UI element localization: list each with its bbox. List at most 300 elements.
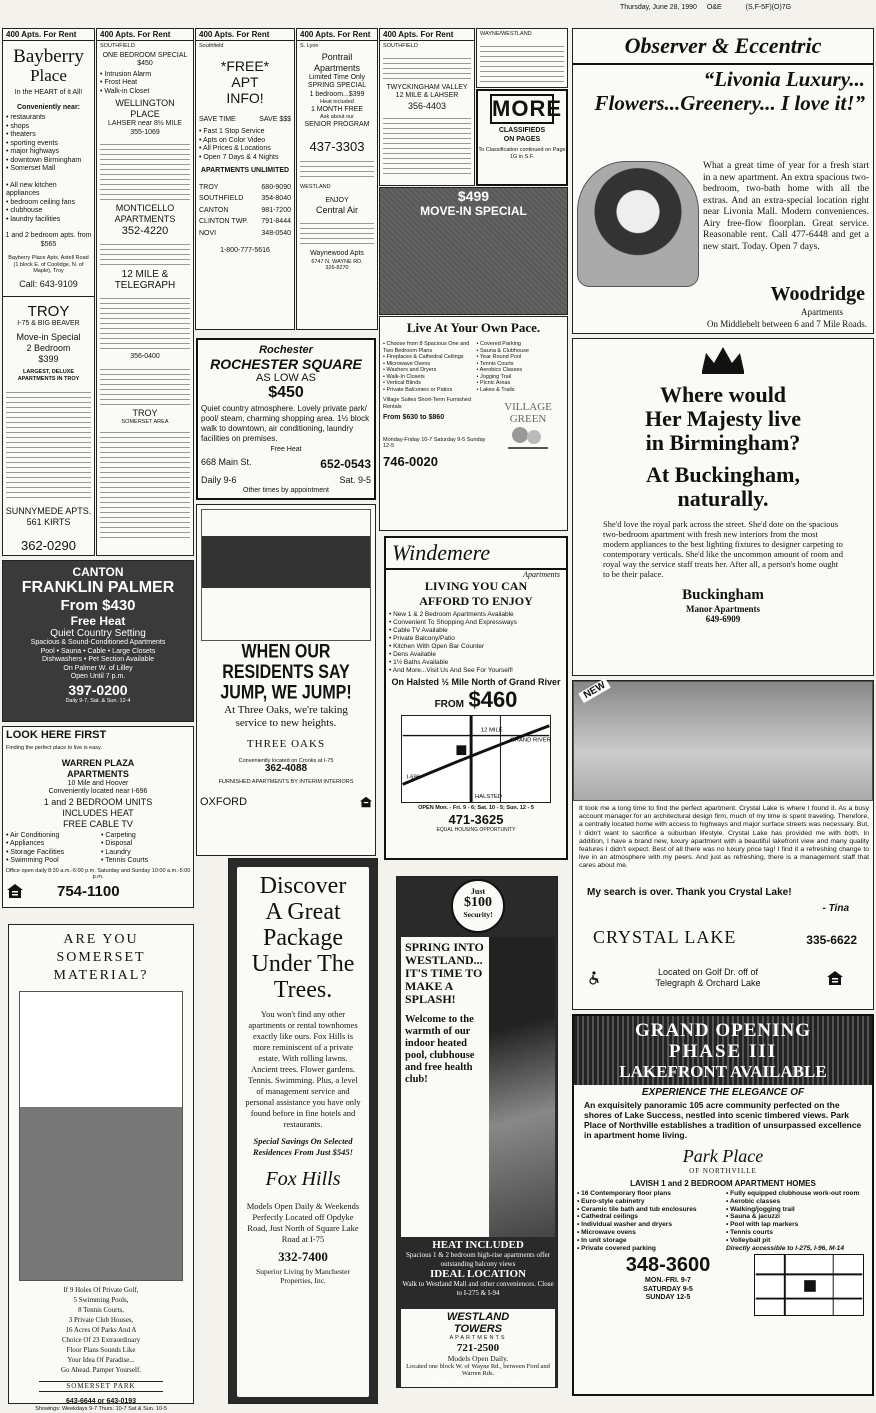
park-logo-sub: OF NORTHVILLE xyxy=(689,1167,757,1175)
warren-loc1: 10 Mile and Hoover xyxy=(67,779,129,787)
free-line-2: APT xyxy=(231,73,259,90)
westland-logo-3: APARTMENTS xyxy=(449,1335,507,1341)
column-header: 400 Apts. For Rent xyxy=(97,29,193,41)
col3-loc: Southfield xyxy=(199,43,224,49)
warren-loc2: Conveniently located near I-696 xyxy=(48,788,148,795)
list-item: • Jogging Trail xyxy=(477,374,565,381)
fox-h4: Under The xyxy=(251,951,355,977)
fine-print-lines xyxy=(6,388,91,498)
equal-housing-icon xyxy=(7,884,23,898)
rochester-daily: Daily 9-6 xyxy=(201,474,237,485)
warren-name: WARREN PLAZA xyxy=(61,757,135,768)
telegraph-name-2: TELEGRAPH xyxy=(114,280,176,291)
location-marker xyxy=(456,745,466,755)
list-item: • 1½ Baths Available xyxy=(389,659,563,667)
save-money: SAVE $$$ xyxy=(259,115,291,123)
park-logo: Park Place xyxy=(682,1146,764,1166)
list-item: • Air Conditioning xyxy=(6,832,95,841)
rochester-row2 xyxy=(198,473,374,487)
warren-find: Finding the perfect place to live is easy. xyxy=(6,745,102,751)
fine-print-lines xyxy=(100,140,190,200)
col4-loc: S. Lyon xyxy=(300,43,319,49)
crystal-location xyxy=(613,967,803,989)
list-item: • Laundry xyxy=(101,849,190,858)
village-lists xyxy=(380,339,567,395)
pontrail-onebed: 1 bedroom...$399 xyxy=(309,90,365,98)
fox-phone: 332-7400 xyxy=(278,1249,328,1264)
list-item: • Private covered parking xyxy=(577,1245,720,1253)
list-item: • Choose from 8 Spacious One and Two Bedroom Plans xyxy=(383,341,471,354)
westland-body: Welcome to the warmth of our indoor heated pool, clubhouse and free health club! xyxy=(405,1014,475,1085)
windemere-list xyxy=(386,609,566,677)
village-studios: Village Suites Short-Term Furnished Rentals xyxy=(383,397,471,410)
wellington-phone: 355-1069 xyxy=(130,128,160,136)
col5-listings xyxy=(379,28,475,186)
security-badge xyxy=(451,879,505,933)
fine-print-lines xyxy=(383,54,471,82)
fox-h5: Trees. xyxy=(273,977,333,1003)
windemere-price-row xyxy=(386,687,566,713)
list-item: Choice Of 23 Extraordinary xyxy=(61,1336,141,1344)
monticello-name: MONTICELLO xyxy=(115,203,175,213)
park-hours-3: SUNDAY 12-5 xyxy=(645,1294,691,1302)
list-item: • theaters xyxy=(6,131,91,140)
rochester-other: Other times by appointment xyxy=(243,486,329,494)
park-access: Directly accessible to I-275, I-96, M-14 xyxy=(726,1244,845,1252)
three-oaks-phone: 362-4088 xyxy=(264,762,308,774)
crystal-body: It took me a long time to find the perfect apartment. Crystal Lake is where I found it. As a busy account manager for an architectural design firm, much of my time is spent traveling. Therefore, a centrally located home with access to highways and major surface streets was necessary. But, I didn't want to sacrifice a suburban lifestyle. Crystal Lake has provided me with both. In addition, I have a brand new, luxury apartment with a beautiful lakefront view and many quality features I didn't expect. Best of all there was no luxury price tag! I find it a refreshing change to live in an atmosphere with my peers. And just as refreshing, there is a management staff that cares about me. xyxy=(579,805,869,870)
list-item: • Washers and Dryers xyxy=(383,367,471,374)
fox-h1: Discover xyxy=(259,873,347,899)
pontrail-phone: 437-3303 xyxy=(309,139,365,154)
map-road-label: HALSTED xyxy=(475,794,503,801)
westland-logo-2: TOWERS xyxy=(453,1323,503,1335)
westland-heat-sub: Spacious 1 & 2 bedroom high-rise apartments offer outstanding balcony views xyxy=(406,1251,550,1268)
list-item: • Convenient To Shopping And Expressways xyxy=(389,619,563,627)
continued-note: To Classification continued on Page 1G in S.F. xyxy=(478,147,566,160)
park-place-ad xyxy=(572,1014,874,1396)
three-oaks-ad xyxy=(196,504,376,856)
park-g3: LAKEFRONT AVAILABLE xyxy=(619,1062,827,1081)
warren-plaza-ad xyxy=(2,726,194,908)
westland-towers-ad xyxy=(396,876,558,1388)
office-phone: 354-8040 xyxy=(261,195,291,202)
park-bottom xyxy=(574,1254,872,1316)
list-item: • Ceramic tile bath and tub enclosures xyxy=(577,1206,720,1214)
fine-print-lines xyxy=(100,428,190,538)
windemere-phone: 471-3625 xyxy=(448,811,504,827)
list-item: • Private Balconies or Patios xyxy=(383,387,471,394)
list-item: • Sauna & jacuzzi xyxy=(726,1213,869,1221)
fox-body: You won't find any other apartments or rental townhomes exactly like ours. Fox Hills is more reminiscent of a private estate. With rolling lawns. Ancient trees. Flower gardens. Tennis. Swimming. Plus, a level of management service and personal assistance you have only found before in fine hotels and restaurants. xyxy=(245,1009,361,1129)
village-title: Live At Your Own Pace. xyxy=(406,320,541,335)
buckingham-sub: Manor Apartments xyxy=(685,604,761,614)
warren-features xyxy=(3,830,193,868)
list-item: 16 Acres Of Parks And A xyxy=(65,1326,137,1334)
warren-heat: INCLUDES HEAT xyxy=(62,807,134,818)
waynewood-enjoy: ENJOY xyxy=(325,196,349,204)
waynewood-phone: 326-8270 xyxy=(325,265,349,271)
list-item: • Fully equipped clubhouse work-out room xyxy=(726,1190,869,1198)
woodridge-body: What a great time of year for a fresh start in a new apartment. An extra spacious two-bedroom, two-bath home with all the extras. And an extra-special location right near Livonia Mall. Modern conveniences. Airy free-flow floorplan. Great service. Reasonable rent. Call 477-6448 and get a new start. Today. Open 7 days. xyxy=(703,161,869,252)
wellington-place: PLACE xyxy=(130,109,160,119)
col2-listings xyxy=(96,28,194,556)
list-item: • Aerobics Classes xyxy=(477,367,565,374)
oxford-logo: OXFORD xyxy=(200,795,248,808)
fox-h3: Package xyxy=(263,925,343,951)
list-item: • Open 7 Days & 4 Nights xyxy=(199,154,291,163)
troy-location: I-75 & BIG BEAVER xyxy=(17,319,80,327)
canton-hours: Daily 9-7, Sat. & Sun. 12-4 xyxy=(65,697,131,704)
crystal-loc-1: Located on Golf Dr. off of xyxy=(658,967,758,977)
pontrail-name: Pontrail xyxy=(321,51,353,62)
buckingham-phone: 649-6909 xyxy=(705,614,741,624)
somerset-logo: SOMERSET PARK xyxy=(39,1381,163,1392)
list-item: • Sauna & Clubhouse xyxy=(477,348,565,355)
col2-special-price: $450 xyxy=(137,60,153,67)
windemere-eho: EQUAL HOUSING OPPORTUNITY xyxy=(436,826,516,833)
troy-price: $399 xyxy=(38,354,59,364)
office-phone: 791-8444 xyxy=(261,218,291,225)
bayberry-title-2: Place xyxy=(30,66,67,85)
bayberry-tagline: In the HEART of it All! xyxy=(14,89,83,96)
crystal-loc-2: Telegraph & Orchard Lake xyxy=(655,978,761,988)
park-g2: PHASE III xyxy=(668,1041,778,1062)
list-item: 5 Swimming Pools, xyxy=(73,1296,129,1304)
list-item: • clubhouse xyxy=(6,207,91,216)
list-item: • Cathedral ceilings xyxy=(577,1213,720,1221)
village-bottom xyxy=(380,395,567,471)
classifieds-label: CLASSIFIEDS xyxy=(498,127,546,134)
rochester-price: $450 xyxy=(268,384,304,401)
save-row xyxy=(196,114,294,127)
warren-office: Office open daily 8:30 a.m.-6:00 p.m. Saturday and Sunday 10:00 a.m.-5:00 p.m. xyxy=(5,867,191,880)
rochester-addr: 668 Main St. xyxy=(201,456,252,467)
fox-models: Models Open Daily & Weekends Perfectly Located off Opdyke Road, Just North of Square Lake Road at I-75 xyxy=(246,1201,360,1244)
westland-logo: WESTLAND xyxy=(446,1311,510,1323)
woodridge-brand-sub: Apartments xyxy=(801,307,843,317)
twyck-loc: 12 MILE & LAHSER xyxy=(395,92,459,99)
windemere-map xyxy=(401,715,551,803)
canton-l3: Dishwashers • Pet Section Available xyxy=(41,656,155,663)
westland-ideal-sub: Walk to Westland Mall and other conveniences. Close to I-275 & I-94 xyxy=(402,1280,554,1297)
waynewood-name: Waynewood Apts xyxy=(310,250,364,257)
list-item: • bedroom ceiling fans xyxy=(6,199,91,208)
list-item: • Covered Parking xyxy=(477,341,565,348)
village-logo-text: VILLAGE GREEN xyxy=(504,401,552,425)
troy-largest: LARGEST, DELUXE APARTMENTS IN TROY xyxy=(17,369,80,382)
list-item: • Volleyball pit xyxy=(726,1237,869,1245)
office-city: NOVI xyxy=(199,229,217,237)
windemere-head1: LIVING YOU CAN xyxy=(424,579,528,593)
list-item: • Cable TV Available xyxy=(389,627,563,635)
bayberry-ad xyxy=(2,28,95,556)
bayberry-near-title: Conveniently near: xyxy=(16,103,80,111)
list-item: • Lakes & Trails xyxy=(477,387,565,394)
monticello-apartments: APARTMENTS xyxy=(114,214,176,224)
warren-cable: FREE CABLE TV xyxy=(63,818,133,829)
fox-by: Superior Living by Manchester Properties, Inc. xyxy=(256,1267,350,1285)
oe-masthead: Observer & Eccentric xyxy=(573,29,873,65)
park-hours-2: SATURDAY 9-5 xyxy=(643,1285,693,1293)
office-city: CANTON xyxy=(199,206,229,214)
canton-quiet: Quiet Country Setting xyxy=(50,628,146,639)
troy-title: TROY xyxy=(27,302,70,320)
badge-line-2: $100 xyxy=(464,895,492,910)
move-in-text: MOVE-IN SPECIAL xyxy=(420,204,527,218)
pontrail-apartments: Apartments xyxy=(313,62,361,73)
twyck-phone: 356-4403 xyxy=(407,100,447,111)
windemere-hours: OPEN Mon. - Fri. 9 - 6; Sat. 10 - 5; Sun. 12 - 5 xyxy=(418,805,534,811)
office-phone: 680-9090 xyxy=(261,183,291,191)
equal-housing-icon xyxy=(360,796,372,808)
warren-beds: 1 and 2 BEDROOM UNITS xyxy=(43,796,153,807)
westland-phone: 721-2500 xyxy=(456,1341,500,1354)
westland-loc: WESTLAND xyxy=(300,184,331,190)
list-item: • Picnic Areas xyxy=(477,380,565,387)
woodridge-brand: Woodridge xyxy=(770,283,865,305)
troy-beds: 2 Bedroom xyxy=(26,343,71,353)
crystal-phone: 335-6622 xyxy=(806,933,857,947)
list-item: • Tennis Courts xyxy=(101,857,190,866)
westland-foot: Limited Offer, New Residents Only! xyxy=(425,1378,529,1386)
move-in-price: $499 xyxy=(457,188,490,204)
office-phone: 981-7200 xyxy=(261,206,291,214)
telegraph-phone: 356-0400 xyxy=(130,353,160,360)
three-oaks-sub: At Three Oaks, we're taking service to new heights. xyxy=(224,704,348,729)
troy2-title: TROY xyxy=(132,407,158,418)
list-item: • Dens Available xyxy=(389,651,563,659)
fox-logo: Fox Hills xyxy=(265,1168,341,1190)
somerset-phone: 643-6644 or 643-0193 xyxy=(65,1397,137,1405)
bayberry-address: Bayberry Place Apts. Axtell Road (1 block E. of Coolidge, N. of Maple), Troy xyxy=(8,255,89,274)
buckingham-name: Buckingham xyxy=(682,587,764,603)
fine-print-lines xyxy=(383,114,471,176)
wellington-loc: LAHSER near 8½ MILE xyxy=(108,120,182,127)
col2-special: ONE BEDROOM SPECIAL xyxy=(102,51,188,59)
canton-l2: Pool • Sauna • Cable • Large Closets xyxy=(40,647,156,655)
pontrail-senior: SENIOR PROGRAM xyxy=(304,120,370,128)
buckingham-ad xyxy=(572,338,874,676)
bayberry-call: Call: 643-9109 xyxy=(19,278,78,289)
rochester-sat: Sat. 9-5 xyxy=(339,474,371,485)
park-right xyxy=(723,1188,872,1254)
windemere-loc: On Halsted ½ Mile North of Grand River xyxy=(391,677,561,687)
more-classifieds-box xyxy=(476,89,568,186)
location-marker xyxy=(804,1281,816,1293)
windemere-apts: Apartments xyxy=(523,570,560,579)
warren-apts: APARTMENTS xyxy=(67,768,129,779)
fine-print-lines xyxy=(300,219,374,247)
crystal-sig: - Tina xyxy=(822,903,849,914)
list-item: • Tennis courts xyxy=(726,1229,869,1237)
village-right xyxy=(474,339,568,395)
list-item: • Swimming Pool xyxy=(6,857,95,866)
column-header: 400 Apts. For Rent xyxy=(196,29,294,41)
fox-special: Special Savings On Selected Residences From Just $545! xyxy=(253,1136,353,1157)
somerset-park-ad xyxy=(8,924,194,1412)
westland-addr: Located one block W. of Wayne Rd., between Ford and Warren Rds. xyxy=(406,1362,550,1377)
rochester-city: Rochester xyxy=(259,344,313,356)
table-row xyxy=(199,195,291,204)
westland-ideal: IDEAL LOCATION xyxy=(429,1268,527,1280)
westland-features xyxy=(401,1239,555,1297)
park-map xyxy=(754,1254,864,1316)
waynewood-central: Central Air xyxy=(315,205,359,215)
list-item: • Private Balcony/Patio xyxy=(389,635,563,643)
warren-look: LOOK HERE FIRST xyxy=(6,729,107,741)
list-item: Your Idea Of Paradise... xyxy=(67,1356,135,1364)
canton-phone: 397-0200 xyxy=(68,681,128,698)
troy-addr: 561 KIRTS xyxy=(26,517,71,527)
list-item: • Fast 1 Stop Service xyxy=(199,128,291,137)
westland-copy xyxy=(401,937,489,1237)
canton-l4: On Palmer W. of Lilley xyxy=(63,664,133,672)
list-item: • Walking/jogging trail xyxy=(726,1206,869,1214)
list-item: • All new kitchen appliances xyxy=(6,182,91,199)
park-contact xyxy=(582,1254,754,1303)
canton-city: CANTON xyxy=(72,565,124,579)
three-oaks-headline: WHEN OUR RESIDENTS SAY JUMP, WE JUMP! xyxy=(220,641,352,704)
col3-list xyxy=(196,126,294,164)
list-item: • Apts on Color Video xyxy=(199,137,291,146)
pontrail-ad xyxy=(296,28,378,330)
table-row xyxy=(199,230,291,239)
village-green-ad xyxy=(379,316,568,531)
equal-housing-icon xyxy=(827,971,843,985)
crystal-lake-ad xyxy=(572,680,874,1010)
buckingham-h5: naturally. xyxy=(677,486,769,511)
masthead-paper: O&E xyxy=(706,4,722,11)
masthead xyxy=(620,4,870,13)
rochester-name: ROCHESTER SQUARE xyxy=(210,356,362,372)
list-item: • And More...Visit Us And See For Yourself! xyxy=(389,667,563,675)
fox-hills-inner xyxy=(237,867,369,1397)
on-pages-label: ON PAGES xyxy=(503,135,541,143)
westland-models: Models Open Daily. xyxy=(447,1353,509,1363)
more-label: MORE xyxy=(490,94,554,124)
column-header: 400 Apts. For Rent xyxy=(3,29,94,41)
list-item: • Microwave Ovens xyxy=(383,361,471,368)
woodridge-ad xyxy=(572,28,874,334)
three-oaks-footer xyxy=(197,794,375,810)
col2-bullets xyxy=(97,69,193,99)
park-lavish: LAVISH 1 and 2 BEDROOM APARTMENT HOMES xyxy=(630,1179,816,1188)
office-city: TROY xyxy=(199,183,219,191)
diver-photo xyxy=(489,937,555,1237)
village-phone: 746-0020 xyxy=(383,453,438,469)
troy-name: SUNNYMEDE APTS. xyxy=(5,506,92,516)
bayberry-title: Bayberry xyxy=(13,46,84,67)
rochester-square-ad xyxy=(196,338,376,500)
canton-name: FRANKLIN PALMER xyxy=(21,579,175,596)
village-price: From $630 to $860 xyxy=(383,414,445,421)
fox-hills-ad xyxy=(228,858,378,1404)
rochester-row1 xyxy=(198,455,374,473)
windemere-name: Windemere xyxy=(386,538,566,570)
office-city: SOUTHFIELD xyxy=(199,195,244,202)
waynewood-addr: 6747 N. WAYNE RD. xyxy=(311,258,363,265)
list-item: • Individual washer and dryers xyxy=(577,1221,720,1229)
westland-heat: HEAT INCLUDED xyxy=(432,1239,524,1251)
bayberry-near-list xyxy=(3,112,94,176)
list-item: Floor Plans Sounds Like xyxy=(66,1346,136,1354)
list-item: • Aerobic classes xyxy=(726,1198,869,1206)
list-item: • laundry facilities xyxy=(6,216,91,225)
map-road-label: 12 MILE xyxy=(480,727,503,734)
windemere-head2: AFFORD TO ENJOY xyxy=(419,594,533,608)
list-item: • 16 Contemporary floor plans xyxy=(577,1190,720,1198)
canton-from: From $430 xyxy=(60,597,136,614)
fine-print-lines xyxy=(300,157,374,179)
somerset-list xyxy=(9,1285,193,1375)
list-item: • Carpeting xyxy=(101,832,190,841)
col2-loc: SOUTHFIELD xyxy=(100,43,135,49)
buckingham-h1: Where would xyxy=(659,382,787,407)
lakefront-photo xyxy=(573,681,873,801)
canton-l5: Open Until 7 p.m. xyxy=(70,673,126,680)
warren-right xyxy=(98,830,193,868)
list-item: • Appliances xyxy=(6,840,95,849)
woodridge-location: On Middlebelt between 6 and 7 Mile Roads. xyxy=(707,319,867,329)
somerset-hours: Showings: Weekdays 9-7 Thurs. 10-7 Sat & Sun. 10-5 xyxy=(35,1406,167,1412)
buckingham-h2: Her Majesty live xyxy=(645,406,801,431)
canton-heat: Free Heat xyxy=(70,614,126,628)
pontrail-month: 1 MONTH FREE xyxy=(310,105,364,113)
list-item: • Tennis Courts xyxy=(477,361,565,368)
list-item: • Pool with lap markers xyxy=(726,1221,869,1229)
twyck-name: TWYCKINGHAM VALLEY xyxy=(386,83,468,91)
bayberry-features xyxy=(3,180,94,227)
new-badge: NEW xyxy=(578,678,611,703)
windemere-ad xyxy=(384,536,568,860)
three-oaks-loc: Conveniently located on Crooks at I-75 xyxy=(238,758,334,764)
westland-footer xyxy=(401,1309,555,1387)
troy-special: Move-in Special xyxy=(16,332,81,342)
list-item: • Walk-In Closets xyxy=(383,374,471,381)
table-row xyxy=(199,184,291,193)
monticello-phone: 352-4220 xyxy=(121,225,169,237)
rochester-heat: Free Heat xyxy=(270,446,302,453)
list-item: • New 1 & 2 Bedroom Apartments Available xyxy=(389,611,563,619)
list-item: • major highways xyxy=(6,148,91,157)
apartments-unlimited-ad xyxy=(195,28,295,330)
rochester-body: Quiet country atmosphere. Lovely private park/ pool/ steam, charming shopping area. 1½ block walk to downtown, air conditioning, laundry facilities on premises. xyxy=(201,404,370,443)
move-in-special-ad xyxy=(379,187,568,315)
map-road-label: I-696 xyxy=(406,774,420,781)
telegraph-name: 12 MILE & xyxy=(121,269,169,280)
wheelchair-icon xyxy=(587,971,601,985)
park-phone: 348-3600 xyxy=(625,1254,711,1277)
badge-line-3: Security! xyxy=(463,910,493,919)
buckingham-h4: At Buckingham, xyxy=(645,462,801,487)
warren-left xyxy=(3,830,98,868)
tree-icon xyxy=(508,425,548,449)
masthead-section: (S,F-5F)(O)7G xyxy=(745,4,792,11)
woman-portrait xyxy=(577,161,699,287)
office-rows xyxy=(196,179,294,244)
franklin-palmer-ad xyxy=(2,560,194,722)
list-item: Go Ahead. Pamper Yourself. xyxy=(60,1366,142,1374)
village-hours: Monday-Friday 10-7 Saturday 9-5 Sunday 12-5 xyxy=(383,436,486,449)
list-item: • Fireplaces & Cathedral Ceilings xyxy=(383,354,471,361)
list-item: • Microwave ovens xyxy=(577,1229,720,1237)
col6-listings xyxy=(476,28,568,88)
warren-footer xyxy=(3,881,193,902)
park-left xyxy=(574,1188,723,1254)
list-item: • Vertical Blinds xyxy=(383,380,471,387)
list-item: • Disposal xyxy=(101,840,190,849)
